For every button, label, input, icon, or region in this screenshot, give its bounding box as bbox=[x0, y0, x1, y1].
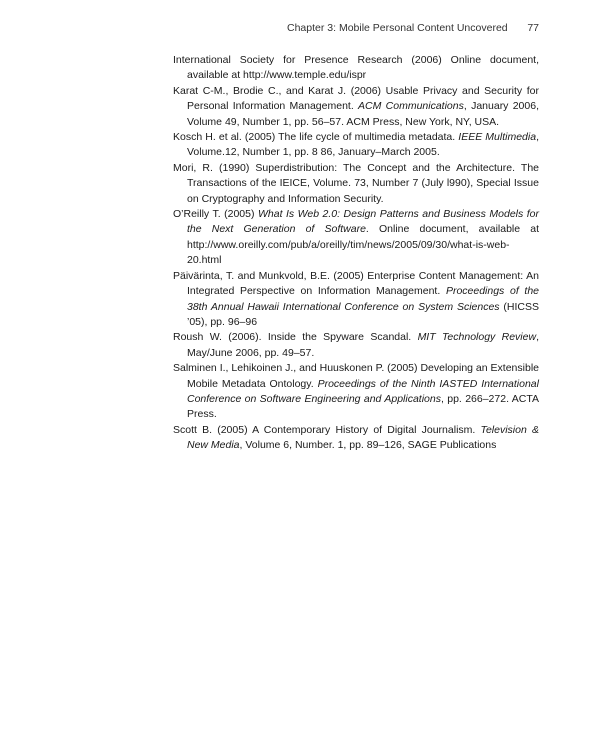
reference-text: International Society for Presence Research (2006) Online document, available at http://www.temple.edu/ispr bbox=[173, 54, 539, 82]
reference-item bbox=[173, 130, 539, 161]
reference-text: , May/June 2006, pp. 49–57. bbox=[187, 331, 539, 359]
reference-list bbox=[173, 53, 539, 454]
reference-text: Kosch H. et al. (2005) The life cycle of multimedia metadata. bbox=[173, 131, 459, 144]
reference-item bbox=[173, 53, 539, 84]
reference-text: Mori, R. (1990) Superdistribution: The Concept and the Architecture. The Transactions of the IEICE, Volume. 73, Number 7 (July l990), Special Issue on Cryptography and Information Security. bbox=[173, 161, 539, 205]
reference-text: Päivärinta, T. and Munkvold, B.E. (2005) Enterprise Content Management: An Integrated Perspective on Information Management. bbox=[173, 269, 539, 298]
reference-title: ACM Communications bbox=[358, 100, 464, 113]
reference-item bbox=[173, 207, 539, 269]
reference-title: What Is Web 2.0: Design Patterns and Business Models for the Next Generation of Software bbox=[187, 208, 539, 236]
reference-text: , pp. 266–272. ACTA Press. bbox=[187, 392, 539, 421]
chapter-title: Chapter 3: Mobile Personal Content Uncovered bbox=[287, 22, 508, 34]
reference-item bbox=[173, 161, 539, 207]
reference-text: Scott B. (2005) A Contemporary History of Digital Journalism. bbox=[173, 423, 481, 436]
reference-item bbox=[173, 269, 539, 331]
reference-item bbox=[173, 84, 539, 130]
reference-text: (HICSS ’05), pp. 96–96 bbox=[187, 300, 539, 328]
reference-title: Proceedings of the Ninth IASTED International Conference on Software Engineering and Applications bbox=[187, 377, 539, 405]
page-number: 77 bbox=[527, 22, 539, 34]
reference-text: , January 2006, Volume 49, Number 1, pp. 56–57. ACM Press, New York, NY, USA. bbox=[187, 100, 539, 128]
reference-title: Proceedings of the 38th Annual Hawaii International Conference on System Sciences bbox=[187, 285, 540, 313]
reference-item bbox=[173, 330, 539, 361]
reference-item bbox=[173, 423, 539, 454]
reference-title: MIT Technology Review bbox=[417, 331, 537, 344]
reference-title: IEEE Multimedia bbox=[458, 131, 537, 144]
reference-item bbox=[173, 361, 539, 423]
reference-text: . Online document, available at http://www.oreilly.com/pub/a/oreilly/tim/news/2005/09/30/what-is-web-20.html bbox=[187, 223, 540, 267]
reference-text: O’Reilly T. (2005) bbox=[173, 208, 258, 221]
reference-text: , Volume 6, Number. 1, pp. 89–126, SAGE Publications bbox=[239, 439, 497, 452]
reference-text: Salminen I., Lehikoinen J., and Huuskonen P. (2005) Developing an Extensible Mobile Metadata Ontology. bbox=[173, 362, 539, 390]
reference-text: Roush W. (2006). Inside the Spyware Scandal. bbox=[173, 331, 418, 344]
reference-text: Karat C-M., Brodie C., and Karat J. (2006) Usable Privacy and Security for Personal Information Management. bbox=[173, 84, 539, 113]
reference-title: Television & New Media bbox=[187, 423, 539, 452]
reference-text: , Volume.12, Number 1, pp. 8 86, January–March 2005. bbox=[187, 131, 539, 159]
